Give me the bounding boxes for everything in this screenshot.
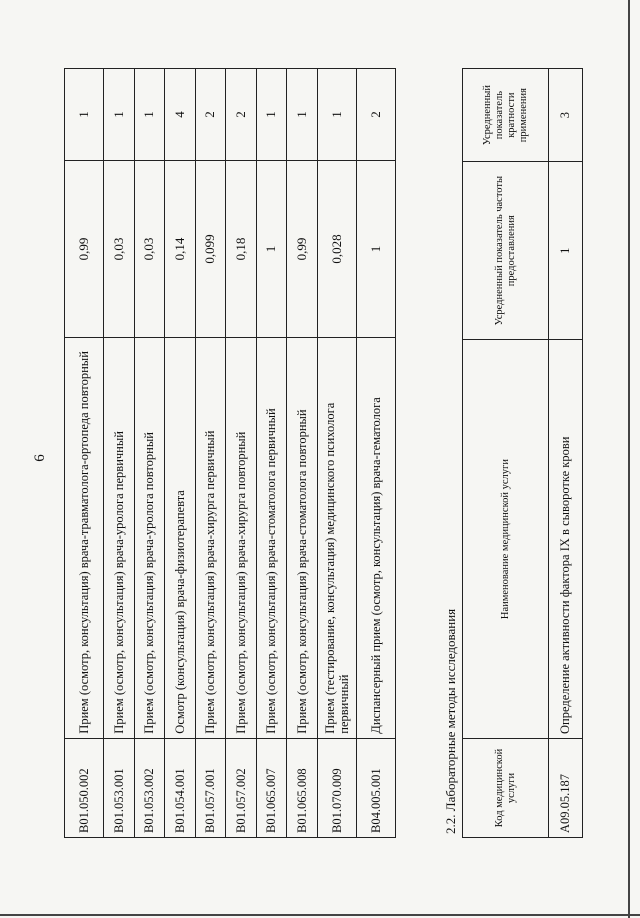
service-multiplicity: 1 [256, 69, 287, 161]
service-frequency: 0,14 [165, 160, 196, 337]
service-frequency: 0,99 [287, 160, 318, 337]
table-row [165, 69, 196, 838]
service-name: Прием (осмотр, консультация) врача-хирурга повторный [226, 338, 257, 739]
service-code: B04.005.001 [356, 738, 395, 837]
table-row [134, 69, 165, 838]
service-frequency: 0,99 [65, 160, 104, 337]
scan-edge-line [628, 0, 630, 918]
scan-edge-line-bottom [0, 914, 640, 916]
service-frequency: 1 [256, 160, 287, 337]
service-name: Прием (осмотр, консультация) врача-травматолога-ортопеда повторный [65, 338, 104, 739]
table-row [287, 69, 318, 838]
service-code: A09.05.187 [549, 738, 583, 837]
service-code: B01.057.001 [195, 738, 226, 837]
service-frequency: 1 [356, 160, 395, 337]
service-multiplicity: 1 [104, 69, 135, 161]
service-name: Прием (осмотр, консультация) врача-уролога первичный [104, 338, 135, 739]
services-table [64, 68, 396, 838]
page-number: 6 [32, 454, 48, 462]
service-frequency: 0,028 [317, 160, 356, 337]
table-row [256, 69, 287, 838]
service-frequency: 1 [549, 162, 583, 340]
service-frequency: 0,099 [195, 160, 226, 337]
table-row [549, 69, 583, 838]
table-row [226, 69, 257, 838]
service-code: B01.057.002 [226, 738, 257, 837]
service-code: B01.065.007 [256, 738, 287, 837]
service-multiplicity: 3 [549, 69, 583, 162]
service-multiplicity: 2 [356, 69, 395, 161]
table-row [317, 69, 356, 838]
service-multiplicity: 4 [165, 69, 196, 161]
service-frequency: 0,03 [104, 160, 135, 337]
service-code: B01.053.001 [104, 738, 135, 837]
service-multiplicity: 1 [317, 69, 356, 161]
service-name: Прием (осмотр, консультация) врача-хирурга первичный [195, 338, 226, 739]
service-name: Прием (осмотр, консультация) врача-уролога повторный [134, 338, 165, 739]
column-header-name: Наименование медицинской услуги [463, 340, 549, 739]
service-multiplicity: 2 [226, 69, 257, 161]
service-multiplicity: 2 [195, 69, 226, 161]
service-multiplicity: 1 [287, 69, 318, 161]
service-multiplicity: 1 [65, 69, 104, 161]
service-name: Прием (осмотр, консультация) врача-стоматолога первичный [256, 338, 287, 739]
table-row [356, 69, 395, 838]
table-row [195, 69, 226, 838]
service-code: B01.050.002 [65, 738, 104, 837]
table-row [104, 69, 135, 838]
service-name: Осмотр (консультация) врача-физиотерапевта [165, 338, 196, 739]
column-header-frequency: Усредненный показатель частоты предоставления [463, 162, 549, 340]
section-title: 2.2. Лабораторные методы исследования [443, 608, 458, 834]
service-frequency: 0,18 [226, 160, 257, 337]
service-name: Прием (тестирование, консультация) медицинского психолога первичный [317, 338, 356, 739]
table-header-row [463, 69, 549, 838]
column-header-multiplicity: Усредненный показатель кратности применения [463, 69, 549, 162]
table-row [65, 69, 104, 838]
column-header-code: Код медицинской услуги [463, 738, 549, 837]
service-code: B01.065.008 [287, 738, 318, 837]
service-name: Прием (осмотр, консультация) врача-стоматолога повторный [287, 338, 318, 739]
service-name: Диспансерный прием (осмотр, консультация) врача-гематолога [356, 338, 395, 739]
service-code: B01.070.009 [317, 738, 356, 837]
lab-methods-table [462, 68, 583, 838]
service-code: B01.053.002 [134, 738, 165, 837]
service-name: Определение активности фактора IX в сыворотке крови [549, 340, 583, 739]
service-code: B01.054.001 [165, 738, 196, 837]
service-frequency: 0,03 [134, 160, 165, 337]
service-multiplicity: 1 [134, 69, 165, 161]
